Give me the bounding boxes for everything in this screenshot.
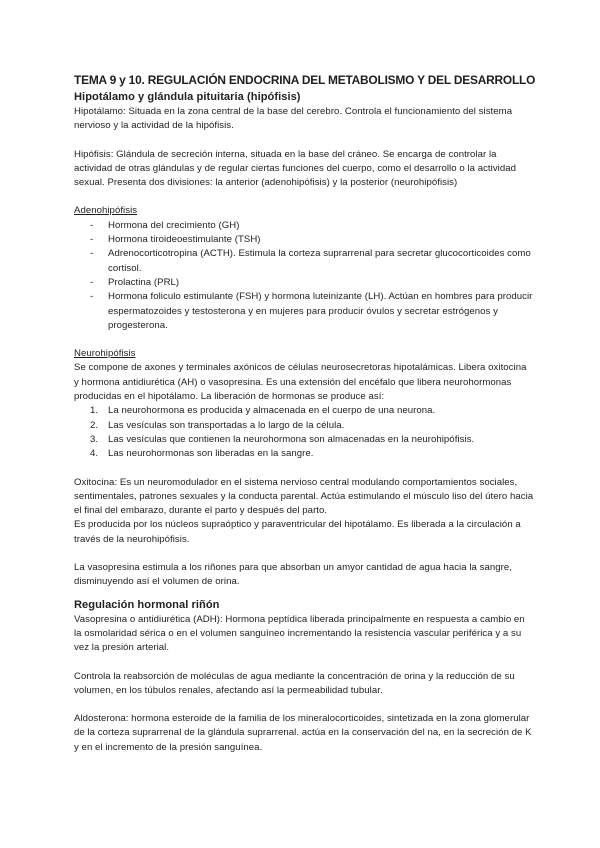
- list-item: 2. Las vesículas son transportadas a lo largo de la célula.: [90, 419, 345, 431]
- paragraph-oxitocina-produccion: Es producida por los núcleos supraóptico y paraventricular del hipotálamo. Es liberada a la circulación a través de la neurohipófisis.: [74, 519, 521, 545]
- paragraph-vasopresina: La vasopresina estimula a los riñones para que absorban un amyor cantidad de agua hacia la sangre, disminuyendo así el volumen de orina.: [74, 562, 512, 588]
- subheading-hipotalamo: Hipotálamo y glándula pituitaria (hipófisis): [74, 91, 301, 103]
- list-item: 4. Las neurohormonas son liberadas en la sangre.: [90, 448, 314, 460]
- paragraph-neurohipofisis: Se compone de axones y terminales axónicos de células neurosecretoras hipotalámicas. Libera oxitocina y hormona antidiurética (AH) o vasopresina. Es una extensión del encéfalo que libera neurohormonas producidas en el hipotálamo. La liberación de hormonas se produce así:: [74, 362, 527, 403]
- list-item: 1. La neurohormona es producida y almacenada en el cuerpo de una neurona.: [90, 405, 436, 417]
- paragraph-hipotalamo: Hipotálamo: Situada en la zona central de la base del cerebro. Controla el funcionamiento del sistema nervioso y la actividad de la hipófisis.: [74, 106, 513, 132]
- neurohipofisis-steps: [74, 404, 534, 461]
- subheading-rinon: Regulación hormonal riñón: [74, 598, 220, 611]
- paragraph-adh: Vasopresina o antidiurética (ADH): Hormona peptídica liberada principalmente en respuesta a cambio en la osmolaridad sérica o en el volumen sanguíneo incrementando la resistencia vascular periférica y a su vez la presión arterial.: [74, 613, 525, 654]
- document-title: TEMA 9 y 10. REGULACIÓN ENDOCRINA DEL METABOLISMO Y DEL DESARROLLO: [74, 73, 536, 87]
- section-heading-neurohipofisis: Neurohipófisis: [74, 348, 136, 360]
- list-item: - Prolactina (PRL): [74, 276, 534, 290]
- list-item: 3. Las vesículas que contienen la neurohormona son almacenadas en la neurohipófisis.: [90, 433, 475, 445]
- paragraph-aldosterona: Aldosterona: hormona esteroide de la familia de los mineralocorticoides, sintetizada en la zona glomerular de la corteza suprarrenal de la glándula suprarrenal. actúa en la conservación del na, en la secreción de K y en el incremento de la presión sanguínea.: [74, 713, 532, 753]
- paragraph-hipofisis: Hipófisis: Glándula de secreción interna, situada en la base del cráneo. Se encarga de controlar la actividad de otras glándulas y de regular ciertas funciones del cuerpo, como el desarrollo o la actividad sexual. Presenta dos divisiones: la anterior (adenohipófisis) y la posterior (neurohipófisis): [74, 148, 517, 189]
- document-page: [74, 72, 534, 755]
- paragraph-oxitocina: Oxitocina: Es un neuromodulador en el sistema nervioso central modulando comportamientos sociales, sentimentales, patrones sexuales y la conducta parental. Actúa estimulando el músculo liso del útero hacia el final del embarazo, durante el parto y después del parto.: [74, 476, 534, 517]
- list-item: - Adrenocorticotropina (ACTH). Estimula la corteza suprarrenal para secretar glucocorticoides como cortisol.: [74, 247, 534, 276]
- paragraph-reabsorcion: Controla la reabsorción de moléculas de agua mediante la concentración de orina y la reducción de su volumen, en los túbulos renales, afectando así la permeabilidad tubular.: [74, 670, 515, 696]
- list-item: - Hormona foliculo estimulante (FSH) y hormona luteinizante (LH). Actúan en hombres para producir espermatozoides y testosterona y en mujeres para producir óvulos y secretar estrógenos y progesterona.: [74, 290, 534, 333]
- list-item: - Hormona del crecimiento (GH): [74, 219, 534, 233]
- adenohipofisis-list: [74, 219, 534, 333]
- section-heading-adenohipofisis: Adenohipófisis: [74, 205, 138, 217]
- list-item: - Hormona tiroideoestimulante (TSH): [74, 233, 534, 247]
